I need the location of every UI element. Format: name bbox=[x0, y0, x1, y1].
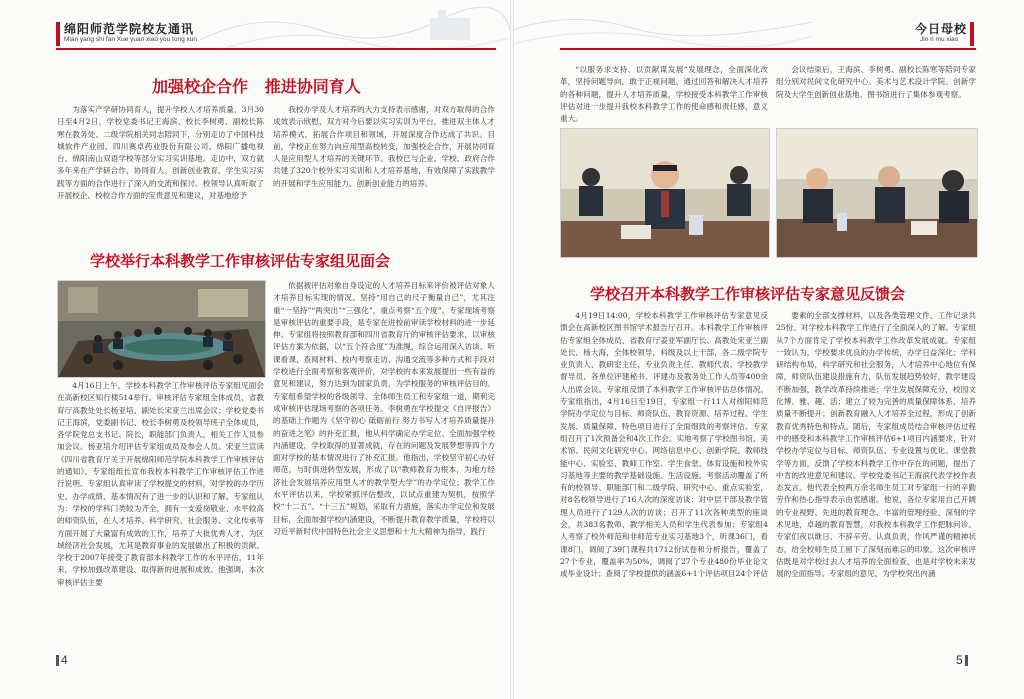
header-mark-right bbox=[970, 22, 974, 46]
article2-cont-col1: “以服务求支持、以贡献谋发展”发展理念，全面深化改革，坚持问题导向，敢于正视问题、通过回答和解决人才培养的各种问题，提升人才培养质量，学校接受本科教学工作审核评估对进一步提升我校本科教学工作的使命感和责任感，意义重大。 bbox=[560, 65, 768, 124]
article-title-feedback-meeting: 学校召开本科教学工作审核评估专家意见反馈会 bbox=[590, 285, 906, 303]
article2-cont-col2: 会议结束后，王海滨、李树勇、副校长陈寒等陪同专家组分别对民间文化研究中心、美术与艺术设计学院、创新学院及大学生创新创业基地、图书馆进行了集体参观考察。 bbox=[776, 65, 976, 99]
newsletter-title: 绵阳师范学院校友通讯 bbox=[64, 22, 195, 36]
page-fold bbox=[510, 0, 514, 699]
header-rule-right bbox=[560, 48, 976, 50]
section-pinyin: Jin ri mu xiao bbox=[920, 36, 959, 43]
article2-col2: 依据被评估对象自身设定的人才培养目标来评价被评估对象人才培养目标实现的情况。坚持“用自己的尺子衡量自己”，尤其注重“一坚持”“两突出”“三强化”，重点考察“五个度”。专家现场考察是审核评估的重要手段，是专家在进校前审读学校材料的进一步延伸。专家组将按照教育部和四川省教育厅的审核评估要求，以审核评估方案为依据，以“五个符合度”为准绳，综合运用深入访谈、听课看课、查阅材料、校内考察走访、沟通交流等多种方式和手段对学校进行全面考察和客观评价，对学校的本来发展提出一些有益的意见和建议，努力达到为国家负责，为学校服务的审核评估目的。专家组希望学校的各级领导、全体师生员工和专家组一道，期利完成审核评估现场考察的各项任务。李树勇在学校提交《自评报告》的基础上作题为《坚守初心 砥砺前行 努力书写人才培养质量提升的奋进之笔》的补充汇报，他从科学确定办学定位、全面加强学校内涵建设，学校取得的显著成就，存在的问题及发展梦想等四个方面对学校的基本情况进行了补充汇报。他指出，学校坚守初心办好师范，与时俱进转型发展，形成了以“教师教育为根本，为地方经济社会发展培养应用型人才的教学型大学”的办学定位；教学工作水平评估以来，学校紧抓评估整改，以试点重建为契机，按照学校“十二五”、“十三五”规划，采取有力措施，落实办学定位和发展目标，全面加强学校内涵建设，不断提升教育教学质量，学校将以习近平新时代中国特色社会主义思想和十九大精神为指导，践行 bbox=[273, 281, 495, 536]
section-title: 今日母校 bbox=[915, 22, 968, 36]
header-mark bbox=[56, 22, 60, 46]
header-rule bbox=[56, 48, 496, 50]
page-number-right: 5 bbox=[956, 653, 970, 667]
article3-col1: 4月19日14:00，学校本科教学工作审核评估专家意见反馈会在高新校区图书馆学术报告厅召开。本科教学工作审核评估专家组全体成员、省教育厅姜亚军副厅长、高教处宋亚兰副处长、杨大海，全体校领导，科级及以上干部，各二级学院专业负责人、教研室主任、专业负责主任、教师代表、学校教学督导员、各单位评建秘书、评建办及教务处工作人员等400余人出席会议。专家组反馈了本科教学工作审核评估总体情况。专家组指出，4月16日至19日，专家组一行11人对绵阳师范学院办学定位与目标、师资队伍、教育资源、培养过程、学生发展、质量保障、特色项目进行了全面细致的考察评估。专家组召开了1次预备会和4次工作会。实地考察了学校图书馆、美术馆、民间文化研究中心、网络信息中心、创新学院、教师技能中心、实验室、教师工作室、学生食堂、体育设施和校外实习基地等主要的教学基础设施、生活设施。考察活动覆盖了所有的校领导、职能部门和二级学院、研究中心、重点实验室，对8名校领导进行了16人次的深度访谈；对中层干部及教学管理人员进行了129人次的访谈；召开了11次各种类型的座谈会，共383名教师、教学相关人员和学生代表参加；专家组4人考察了校外师范和非师范专业实习基地3个，听课36门，看课8门，调阅了39门课程共1712份试卷和分析报告，覆盖了27个专业，覆盖率为50%，调阅了27个专业480份毕业论文或毕业设计；查阅了学校提供的涵盖6+1个评估项目24个评估 bbox=[560, 311, 768, 579]
speaker-photo bbox=[560, 128, 770, 258]
right-page bbox=[512, 0, 1024, 699]
page-number-left: 4 bbox=[54, 653, 68, 667]
newsletter-pinyin: Mian yang shi fan Xue yuan xiao you tong xun bbox=[64, 36, 197, 43]
article1-col1: 为落实产学研协同育人，提升学校人才培养质量，3月30日至4月2日，学校党委书记王海滨、校长李树勇、副校长陈寒在教务处、二级学院相关同志陪同下，分别走访了中国科技城软件产业园、四川赛卓药业股份有限公司、绵阳广播电视台、绵阳南山双语学校等部分实习实训基地。走访中，双方就多年来在产学研合作、协同育人、创新创业教育、学生实习实践等方面的合作进行了深入的交流和探讨。校领导认真听取了开展校企、校校合作方面的宝贵意见和建议，对基地给予 bbox=[57, 105, 264, 201]
article2-col1: 4月16日上午，学校本科教学工作审核评估专家组见面会在高新校区知行楼514举行。审核评估专家组全体成员，省教育厅高教处处长杨亚培、副处长宋亚兰出席会议；学校党委书记王海滨，党委副书记、校长李树勇及校领导班子全体成员，各学院党总支书记、院长，职能部门负责人，相关工作人员参加会议。杨亚培介绍评估专家组成员及参会人员。宋亚兰宣读《四川省教育厅关于开展绵阳师范学院本科教学工作审核评估的通知》。专家组组长宣布我校本科教学工作审核评估工作进行说明。专家组认真审读了学校提交的材料，对学校的办学历史、办学成绩、基本情况有了进一步的认识和了解。专家组认为：学校的学科门类较为齐全，拥有一支爱岗敬业、水平较高的师资队伍，在人才培养、科学研究、社会服务、文化传承等方面开展了大量富有成效的工作，培养了大批优秀人才，为区域经济社会发展，尤其是教育事业的发展做出了积极的贡献。学校于2007年接受了教育部本科教学工作的水平评估，11年来，学校加强改革建设，取得新的进展和成效。他强调，本次审核评估主要 bbox=[57, 381, 264, 587]
meeting-photo bbox=[57, 280, 266, 378]
article-title-cooperation: 加强校企合作 推进协同育人 bbox=[152, 77, 361, 96]
article1-col2: 我校办学及人才培养的大力支持表示感谢，对双方取得的合作成效表示欣慰，双方对今后要以实习实训为平台，推进双主体人才培养模式，拓展合作项目和领域，开展深度合作达成了共识。目前，学校正在努力向应用型高校转变，加强校企合作，开展协同育人是应用型人才培养的关键环节。我校已与企业、学校、政府合作共建了320个校外实习实训和人才培养基地，有效保障了实践教学的开展和学生应用能力、创新创业能力的培养。 bbox=[273, 105, 495, 188]
audience-photo bbox=[776, 128, 978, 258]
article-title-expert-meeting: 学校举行本科教学工作审核评估专家组见面会 bbox=[90, 252, 391, 270]
article3-col2: 要素的全部支撑材料，以及各类管理文件、工作记录共25份。对学校本科教学工作进行了全面深入的了解。专家组从7个方面肯定了学校本科教学工作改革发展成就。专家组一致认为，学校要求优良的办学传统，办学日益深化；学科研结构布局，科学研究和社会服务，人才培养中心地位有保障，师资队伍建设措施有力，队伍发展趋势较好，教学建设不断加强，教学改革持续推进；学生发展保障充分，校园文化博、雅、趣、活；建立了较为完善的质量保障体系，培养质量不断提升；创新教育融入人才培养全过程，形成了创新教育优秀特色和特点。随后，专家组成员结合审核评估过程中的感受和本科教学工作审核评估6+1项目内涵要求，针对学校办学定位与目标、师资队伍、专业设置与优化、课堂教学等方面，反馈了学校本科教学工作中存在的问题，提出了中肯的改进意见和建议。学校党委书记王海滨代表学校作表态发言。他代表全校两万余名师生员工对专家组一行的辛勤劳作和热心指导表示由衷感谢。他说，各位专家用自己开阔的专业视野、先进的教育理念、丰富的管理经验、深刻的学术见地，卓越的教育智慧，对我校本科教学工作把脉问诊。专家们夜以继日、不辞辛劳、认真负责，作风严谨的精神状态，给全校师生员工留下了深刻而难忘的印象。这次审核评估既是对学校过去人才培养的全面检查，也是对学校未来发展的全面指导。专家组的意见，为学校突出内涵 bbox=[776, 311, 976, 579]
